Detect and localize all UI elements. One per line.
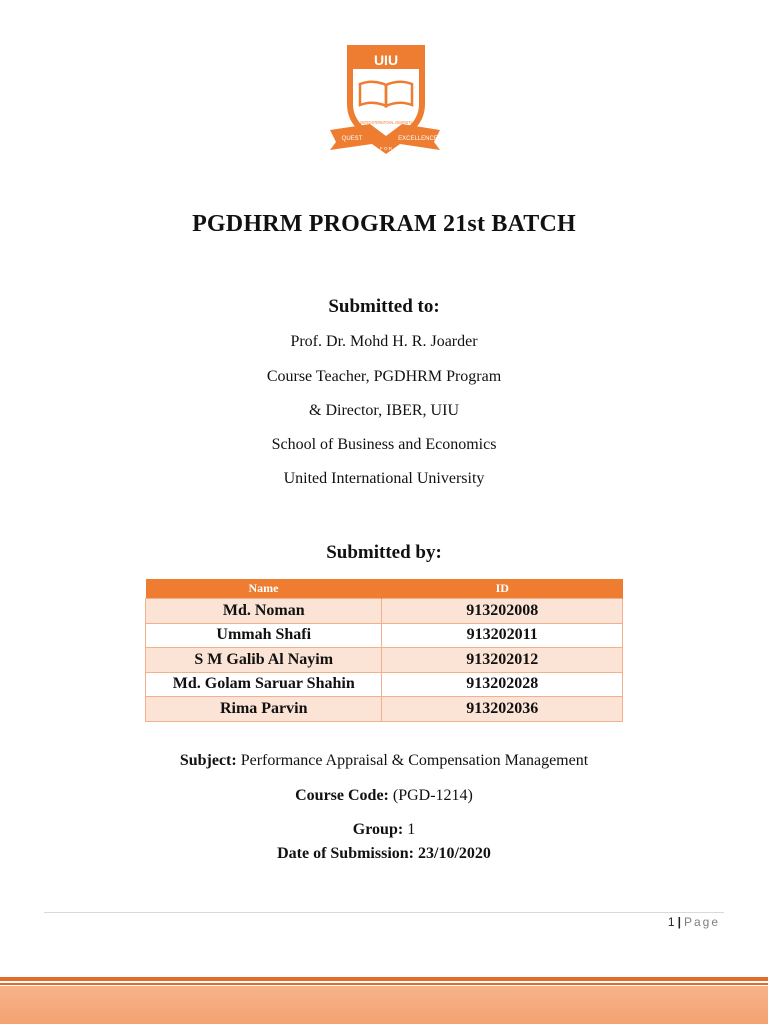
logo-ribbon-bottom: F O R bbox=[380, 146, 392, 151]
member-id: 913202011 bbox=[382, 623, 623, 648]
subject-value: Performance Appraisal & Compensation Management bbox=[236, 752, 589, 769]
recipient-university: United International University bbox=[283, 470, 485, 487]
submitted-to-heading: Submitted to: bbox=[328, 296, 440, 317]
member-name: Md. Golam Saruar Shahin bbox=[146, 672, 382, 697]
footer-band bbox=[0, 986, 768, 1024]
member-name: Ummah Shafi bbox=[146, 623, 382, 648]
column-header-name: Name bbox=[146, 579, 382, 599]
page-word: Page bbox=[683, 915, 720, 929]
logo-arc-text: UNITED INTERNATIONAL UNIVERSITY bbox=[360, 120, 413, 125]
recipient-director: & Director, IBER, UIU bbox=[309, 402, 459, 419]
footer-accent-line-thin bbox=[0, 983, 768, 985]
table-row bbox=[146, 648, 623, 673]
table-row bbox=[146, 672, 623, 697]
group-value: 1 bbox=[403, 821, 416, 838]
course-code-value: (PGD-1214) bbox=[388, 787, 473, 804]
recipient-school: School of Business and Economics bbox=[271, 436, 497, 453]
table-row bbox=[146, 599, 623, 624]
members-table bbox=[145, 579, 623, 722]
member-name: Rima Parvin bbox=[146, 697, 382, 722]
logo-ribbon-right: EXCELLENCE bbox=[398, 136, 438, 142]
table-row bbox=[146, 697, 623, 722]
page-number-value: 1 bbox=[667, 915, 675, 929]
member-id: 913202008 bbox=[382, 599, 623, 624]
table-row bbox=[146, 623, 623, 648]
member-id: 913202028 bbox=[382, 672, 623, 697]
recipient-name: Prof. Dr. Mohd H. R. Joarder bbox=[290, 333, 478, 350]
member-id: 913202012 bbox=[382, 648, 623, 673]
member-name: Md. Noman bbox=[146, 599, 382, 624]
footer-accent-line bbox=[0, 977, 768, 981]
logo-ribbon-left: QUEST bbox=[341, 136, 363, 142]
column-header-id: ID bbox=[382, 579, 623, 599]
document-title: PGDHRM PROGRAM 21st BATCH bbox=[192, 211, 576, 237]
submission-date: Date of Submission: 23/10/2020 bbox=[277, 845, 491, 862]
footer-divider bbox=[44, 912, 724, 913]
course-code-line bbox=[0, 787, 768, 805]
member-id: 913202036 bbox=[382, 697, 623, 722]
uiu-logo bbox=[326, 44, 444, 156]
table-header-row bbox=[146, 579, 623, 599]
course-code-label: Course Code: bbox=[295, 787, 389, 804]
member-name: S M Galib Al Nayim bbox=[146, 648, 382, 673]
logo-abbr: UIU bbox=[373, 52, 399, 68]
submitted-by-heading: Submitted by: bbox=[326, 542, 442, 563]
subject-label: Subject: bbox=[179, 752, 237, 769]
recipient-role: Course Teacher, PGDHRM Program bbox=[266, 368, 502, 385]
page-number bbox=[668, 915, 720, 929]
page-separator: | bbox=[677, 915, 681, 929]
group-label: Group: bbox=[352, 821, 404, 838]
subject-line bbox=[0, 752, 768, 770]
group-line bbox=[0, 821, 768, 839]
